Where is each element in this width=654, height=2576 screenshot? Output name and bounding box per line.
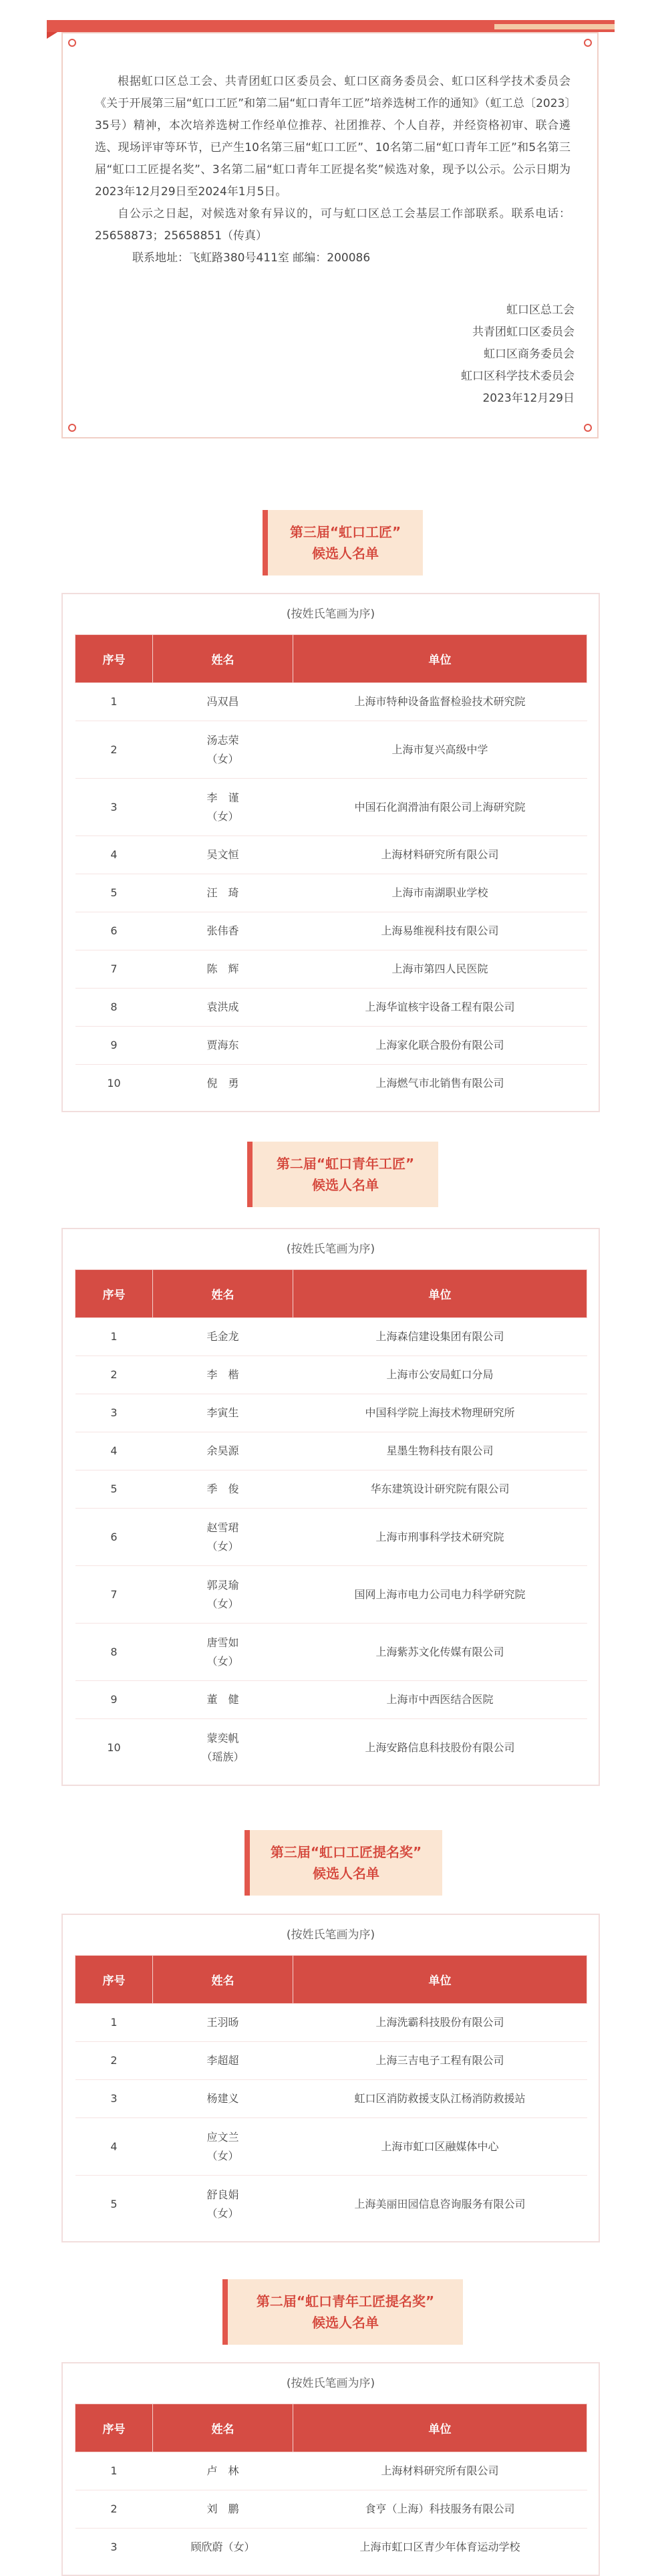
cell-name: 吴文恒 — [153, 836, 293, 874]
cell-no: 9 — [75, 1027, 153, 1065]
cell-no: 2 — [75, 2490, 153, 2529]
header-no: 序号 — [75, 1956, 153, 2004]
cell-unit: 上海市公安局虹口分局 — [293, 1356, 587, 1394]
table-row — [75, 1356, 587, 1394]
cell-no: 5 — [75, 874, 153, 912]
table-row — [75, 1470, 587, 1509]
cell-no: 4 — [75, 1432, 153, 1470]
section-title-line: 第三届“虹口工匠” — [289, 524, 401, 540]
table-header-row — [75, 1956, 587, 2004]
banner-fold — [47, 32, 57, 39]
cell-no: 9 — [75, 1681, 153, 1719]
cell-unit: 国网上海市电力公司电力科学研究院 — [293, 1566, 587, 1624]
candidate-table-box — [61, 1914, 600, 2242]
cell-name: 季 俊 — [153, 1470, 293, 1509]
cell-no: 7 — [75, 950, 153, 989]
table-row — [75, 2176, 587, 2233]
cell-unit: 上海市中西医结合医院 — [293, 1681, 587, 1719]
cell-name: 赵雪珺 （女） — [153, 1509, 293, 1566]
corner-dot-icon — [68, 424, 76, 432]
cell-name: 陈 辉 — [153, 950, 293, 989]
cell-unit: 上海燃气市北销售有限公司 — [293, 1065, 587, 1103]
table-row — [75, 1681, 587, 1719]
notice-paragraph: 根据虹口区总工会、共青团虹口区委员会、虹口区商务委员会、虹口区科学技术委员会《关于开展第三届“虹口工匠”和第二届“虹口青年工匠”培养选树工作的通知》（虹工总〔2023〕35号）精神，本次培养选树工作经单位推荐、社团推荐、个人自荐，并经资格初审、联合遴选、现场评审等环节，已产生10名第三届“虹口工匠”、10名第二届“虹口青年工匠”和5名第三届“虹口工匠提名奖”、3名第二届“虹口青年工匠提名奖”候选对象，现予以公示。公示日期为2023年12月29日至2024年1月5日。 — [95, 75, 570, 199]
section-title-line: 第三届“虹口工匠提名奖” — [270, 1844, 422, 1860]
cell-unit: 上海紫苏文化传媒有限公司 — [293, 1624, 587, 1681]
sort-note: (按姓氏笔画为序) — [286, 2377, 375, 2390]
cell-unit: 上海洗霸科技股份有限公司 — [293, 2004, 587, 2042]
signatory: 虹口区科学技术委员会 — [461, 370, 575, 383]
cell-name: 王羽旸 — [153, 2004, 293, 2042]
cell-name: 李 谨 （女） — [153, 779, 293, 836]
cell-unit: 上海安路信息科技股份有限公司 — [293, 1719, 587, 1777]
header-no: 序号 — [75, 1270, 153, 1318]
cell-name: 贾海东 — [153, 1027, 293, 1065]
cell-no: 2 — [75, 721, 153, 779]
section-title-second-youth-nomination — [222, 2279, 463, 2345]
cell-name: 袁洪成 — [153, 989, 293, 1027]
table-row — [75, 874, 587, 912]
table-bottom-padding — [63, 1103, 599, 1111]
header-unit: 单位 — [293, 2404, 587, 2452]
cell-unit: 虹口区消防救援支队江杨消防救援站 — [293, 2080, 587, 2118]
candidate-table — [75, 2404, 587, 2567]
header-name: 姓名 — [153, 635, 293, 683]
table-row — [75, 2042, 587, 2080]
cell-no: 3 — [75, 779, 153, 836]
table-row — [75, 2529, 587, 2567]
cell-unit: 上海市特种设备监督检验技术研究院 — [293, 683, 587, 721]
cell-unit: 上海美丽田园信息咨询服务有限公司 — [293, 2176, 587, 2233]
signatory: 虹口区总工会 — [506, 303, 575, 317]
sort-note: (按姓氏笔画为序) — [286, 1928, 375, 1942]
section-title-third-craftsman — [263, 510, 423, 575]
cell-unit: 上海市复兴高级中学 — [293, 721, 587, 779]
notice-card — [61, 32, 599, 438]
top-banner — [47, 20, 615, 32]
candidate-table — [75, 1269, 587, 1777]
table-row — [75, 1065, 587, 1103]
table-row — [75, 721, 587, 779]
table-bottom-padding — [63, 2233, 599, 2241]
candidate-table — [75, 1955, 587, 2233]
table-row — [75, 1318, 587, 1356]
section-subtitle: 候选人名单 — [312, 2315, 379, 2331]
cell-no: 4 — [75, 836, 153, 874]
table-row — [75, 1432, 587, 1470]
table-row — [75, 1394, 587, 1432]
cell-no: 4 — [75, 2118, 153, 2176]
cell-no: 10 — [75, 1065, 153, 1103]
table-row — [75, 2080, 587, 2118]
cell-unit: 中国石化润滑油有限公司上海研究院 — [293, 779, 587, 836]
header-unit: 单位 — [293, 1956, 587, 2004]
signature-block — [461, 299, 575, 410]
table-header-row — [75, 1270, 587, 1318]
cell-unit: 上海市虹口区青少年体育运动学校 — [293, 2529, 587, 2567]
cell-name: 应文兰 （女） — [153, 2118, 293, 2176]
cell-no: 5 — [75, 1470, 153, 1509]
signatory: 共青团虹口区委员会 — [472, 326, 575, 339]
table-row — [75, 1509, 587, 1566]
cell-unit: 上海华谊核宇设备工程有限公司 — [293, 989, 587, 1027]
corner-dot-icon — [584, 39, 592, 47]
cell-name: 余昊源 — [153, 1432, 293, 1470]
table-row — [75, 912, 587, 950]
section-subtitle: 候选人名单 — [312, 545, 379, 561]
notice-date: 2023年12月29日 — [482, 392, 575, 405]
table-row — [75, 779, 587, 836]
cell-name: 汪 琦 — [153, 874, 293, 912]
table-row — [75, 1719, 587, 1777]
table-row — [75, 950, 587, 989]
table-header-row — [75, 2404, 587, 2452]
cell-unit: 上海市虹口区融媒体中心 — [293, 2118, 587, 2176]
cell-name: 舒良娟 （女） — [153, 2176, 293, 2233]
cell-unit: 上海市第四人民医院 — [293, 950, 587, 989]
cell-name: 董 健 — [153, 1681, 293, 1719]
cell-no: 6 — [75, 1509, 153, 1566]
cell-no: 1 — [75, 2004, 153, 2042]
header-no: 序号 — [75, 2404, 153, 2452]
cell-name: 张伟香 — [153, 912, 293, 950]
cell-no: 5 — [75, 2176, 153, 2233]
table-row — [75, 683, 587, 721]
table-bottom-padding — [63, 2567, 599, 2575]
cell-name: 李寅生 — [153, 1394, 293, 1432]
candidate-table-box — [61, 2362, 600, 2576]
section-title-second-youth-craftsman — [247, 1142, 438, 1207]
cell-unit: 上海材料研究所有限公司 — [293, 2452, 587, 2490]
candidate-table-box — [61, 593, 600, 1112]
header-no: 序号 — [75, 635, 153, 683]
sort-note: (按姓氏笔画为序) — [286, 1243, 375, 1256]
cell-unit: 上海森信建设集团有限公司 — [293, 1318, 587, 1356]
notice-address: 联系地址：飞虹路380号411室 邮编：200086 — [132, 251, 371, 265]
cell-no: 3 — [75, 1394, 153, 1432]
table-row — [75, 1027, 587, 1065]
cell-name: 李 楷 — [153, 1356, 293, 1394]
section-title-third-craftsman-nomination — [244, 1830, 442, 1896]
cell-no: 7 — [75, 1566, 153, 1624]
cell-name: 卢 林 — [153, 2452, 293, 2490]
table-bottom-padding — [63, 1777, 599, 1785]
cell-no: 3 — [75, 2529, 153, 2567]
cell-unit: 中国科学院上海技术物理研究所 — [293, 1394, 587, 1432]
table-row — [75, 2118, 587, 2176]
cell-unit: 上海市南湖职业学校 — [293, 874, 587, 912]
table-row — [75, 1624, 587, 1681]
cell-no: 1 — [75, 1318, 153, 1356]
header-unit: 单位 — [293, 635, 587, 683]
table-row — [75, 2490, 587, 2529]
header-name: 姓名 — [153, 1956, 293, 2004]
cell-no: 2 — [75, 2042, 153, 2080]
cell-name: 杨建义 — [153, 2080, 293, 2118]
section-subtitle: 候选人名单 — [312, 1177, 379, 1193]
table-header-row — [75, 635, 587, 683]
table-row — [75, 2452, 587, 2490]
cell-unit: 星墨生物科技有限公司 — [293, 1432, 587, 1470]
corner-dot-icon — [584, 424, 592, 432]
cell-unit: 华东建筑设计研究院有限公司 — [293, 1470, 587, 1509]
cell-no: 1 — [75, 683, 153, 721]
cell-no: 3 — [75, 2080, 153, 2118]
table-row — [75, 836, 587, 874]
cell-name: 蒙奕帆 （瑶族） — [153, 1719, 293, 1777]
cell-name: 毛金龙 — [153, 1318, 293, 1356]
cell-name: 刘 鹏 — [153, 2490, 293, 2529]
table-row — [75, 2004, 587, 2042]
candidate-table-box — [61, 1228, 600, 1786]
corner-dot-icon — [68, 39, 76, 47]
cell-unit: 上海家化联合股份有限公司 — [293, 1027, 587, 1065]
table-row — [75, 989, 587, 1027]
signatory: 虹口区商务委员会 — [484, 348, 575, 361]
header-name: 姓名 — [153, 2404, 293, 2452]
candidate-table — [75, 634, 587, 1103]
notice-contact: 自公示之日起，对候选对象有异议的，可与虹口区总工会基层工作部联系。联系电话：25658873；25658851（传真） — [95, 207, 570, 243]
notice-body — [95, 71, 570, 269]
cell-unit: 上海材料研究所有限公司 — [293, 836, 587, 874]
cell-name: 郭灵瑜 （女） — [153, 1566, 293, 1624]
cell-no: 2 — [75, 1356, 153, 1394]
cell-no: 1 — [75, 2452, 153, 2490]
section-title-line: 第二届“虹口青年工匠提名奖” — [256, 2293, 435, 2309]
cell-name: 顾欣蔚（女） — [153, 2529, 293, 2567]
cell-name: 汤志荣 （女） — [153, 721, 293, 779]
cell-name: 唐雪如 （女） — [153, 1624, 293, 1681]
cell-no: 10 — [75, 1719, 153, 1777]
cell-unit: 上海易维视科技有限公司 — [293, 912, 587, 950]
table-row — [75, 1566, 587, 1624]
cell-unit: 食亨（上海）科技服务有限公司 — [293, 2490, 587, 2529]
cell-unit: 上海市刑事科学技术研究院 — [293, 1509, 587, 1566]
banner-accent — [494, 24, 615, 29]
header-name: 姓名 — [153, 1270, 293, 1318]
cell-name: 倪 勇 — [153, 1065, 293, 1103]
cell-no: 8 — [75, 1624, 153, 1681]
cell-unit: 上海三吉电子工程有限公司 — [293, 2042, 587, 2080]
cell-name: 冯双昌 — [153, 683, 293, 721]
cell-no: 6 — [75, 912, 153, 950]
cell-no: 8 — [75, 989, 153, 1027]
section-title-line: 第二届“虹口青年工匠” — [276, 1156, 415, 1172]
section-subtitle: 候选人名单 — [313, 1865, 379, 1882]
sort-note: (按姓氏笔画为序) — [286, 608, 375, 621]
header-unit: 单位 — [293, 1270, 587, 1318]
cell-name: 李超超 — [153, 2042, 293, 2080]
